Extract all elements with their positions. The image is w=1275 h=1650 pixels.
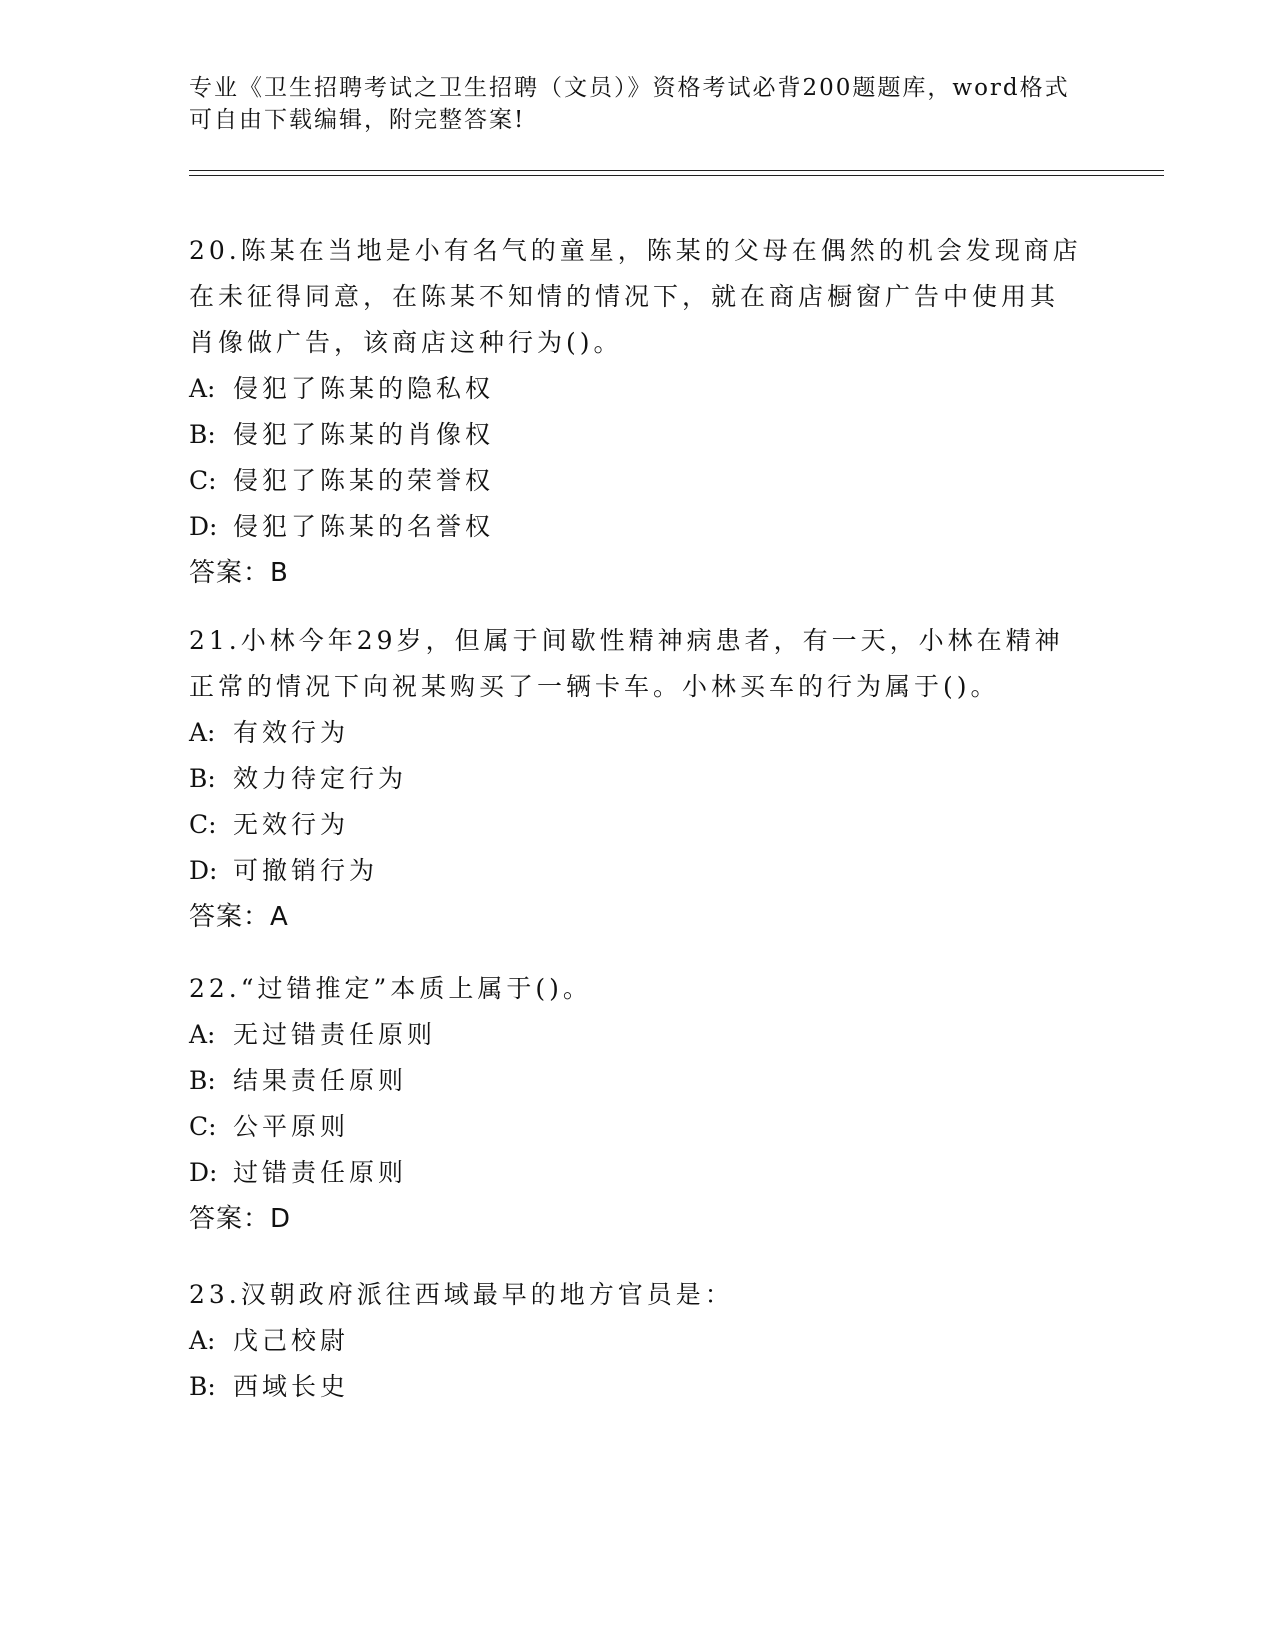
question-22 xyxy=(189,966,1089,1242)
document-header xyxy=(189,72,1089,136)
answer: 答案：A xyxy=(189,902,289,932)
option-d: D: 可撤销行为 xyxy=(189,856,379,885)
answer: 答案：D xyxy=(189,1204,292,1234)
option-b: B: 西域长史 xyxy=(189,1372,350,1401)
question-stem-line: 20.陈某在当地是小有名气的童星，陈某的父母在偶然的机会发现商店 xyxy=(189,236,1082,265)
option-a: A: 戊己校尉 xyxy=(189,1326,350,1355)
answer: 答案：B xyxy=(189,558,289,588)
option-a: A: 侵犯了陈某的隐私权 xyxy=(189,374,495,403)
option-a: A: 有效行为 xyxy=(189,718,350,747)
question-stem-line: 正常的情况下向祝某购买了一辆卡车。小林买车的行为属于()。 xyxy=(189,672,1000,701)
question-stem-line: 22.“过错推定”本质上属于()。 xyxy=(189,974,592,1003)
option-d: D: 过错责任原则 xyxy=(189,1158,408,1187)
option-c: C: 侵犯了陈某的荣誉权 xyxy=(189,466,495,495)
question-stem-line: 21.小林今年29岁，但属于间歇性精神病患者，有一天，小林在精神 xyxy=(189,626,1064,655)
option-d: D: 侵犯了陈某的名誉权 xyxy=(189,512,495,541)
header-line-1: 专业《卫生招聘考试之卫生招聘（文员）》资格考试必背200题题库，word格式 xyxy=(189,75,1070,101)
question-21 xyxy=(189,618,1089,940)
option-b: B: 结果责任原则 xyxy=(189,1066,408,1095)
header-rule-bottom xyxy=(189,175,1164,176)
question-stem-line: 肖像做广告，该商店这种行为()。 xyxy=(189,328,623,357)
option-b: B: 效力待定行为 xyxy=(189,764,408,793)
option-c: C: 无效行为 xyxy=(189,810,350,839)
question-stem-line: 在未征得同意，在陈某不知情的情况下，就在商店橱窗广告中使用其 xyxy=(189,282,1060,311)
option-c: C: 公平原则 xyxy=(189,1112,350,1141)
option-a: A: 无过错责任原则 xyxy=(189,1020,437,1049)
question-stem-line: 23.汉朝政府派往西域最早的地方官员是： xyxy=(189,1280,734,1309)
header-line-2: 可自由下载编辑，附完整答案! xyxy=(189,107,526,133)
header-rule-top xyxy=(189,170,1164,171)
question-20 xyxy=(189,228,1089,596)
option-b: B: 侵犯了陈某的肖像权 xyxy=(189,420,495,449)
question-23 xyxy=(189,1272,1089,1410)
